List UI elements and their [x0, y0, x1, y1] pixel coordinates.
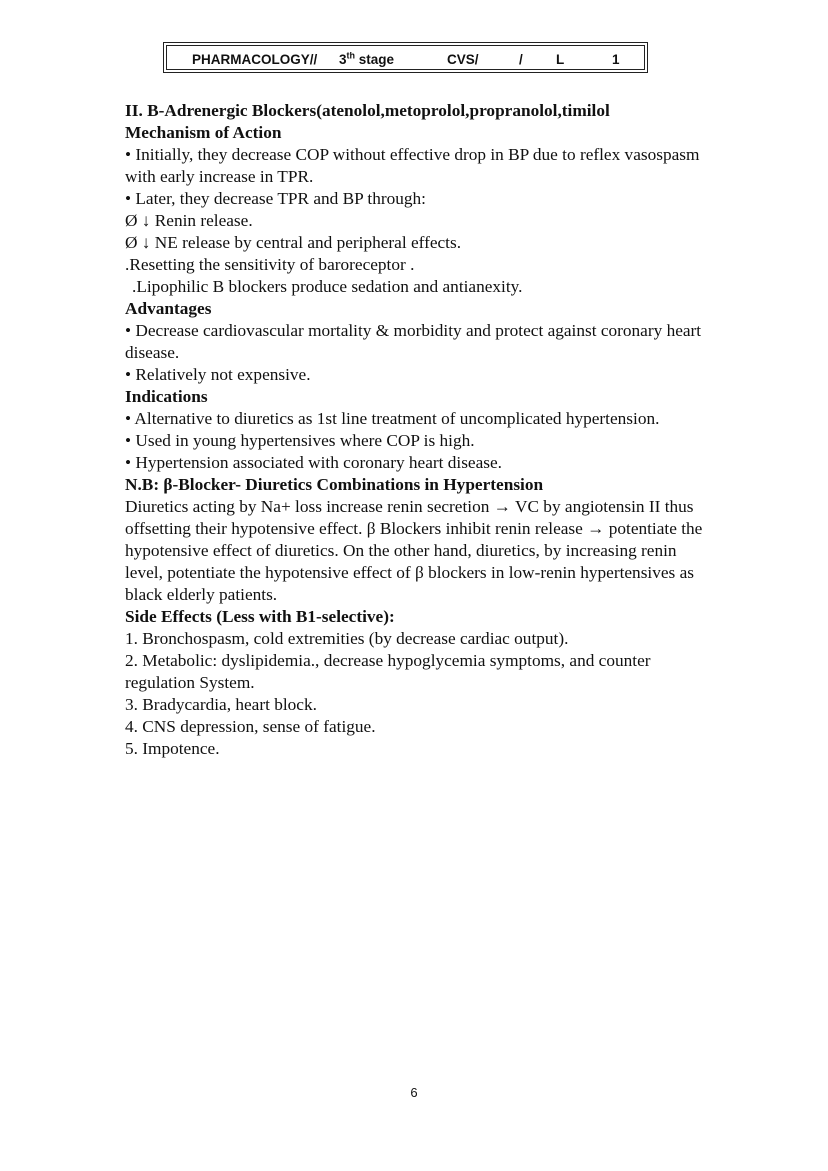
side-effects-item: 3. Bradycardia, heart block. — [125, 695, 317, 714]
document-body — [125, 100, 715, 760]
mechanism-item: .Lipophilic B blockers produce sedation and antianexity. — [132, 277, 523, 296]
header-cvs: CVS/ — [447, 52, 479, 67]
advantages-heading: Advantages — [125, 299, 212, 318]
header-stage-word: stage — [355, 52, 395, 67]
advantages-item: • Relatively not expensive. — [125, 365, 311, 384]
header-num: 1 — [612, 52, 620, 67]
header-slash: / — [519, 52, 523, 67]
nb-text: Diuretics acting by Na+ loss increase renin secretion → VC by angiotensin II thus offsetting their hypotensive effect. β Blockers inhibit renin release → potentiate the hypotensive effect of diuretics. On the other hand, diuretics, by increasing renin level, potentiate the hypotensive effect of β blockers in low-renin hypertensives as black elderly patients. — [125, 497, 703, 604]
indications-item: • Hypertension associated with coronary heart disease. — [125, 453, 502, 472]
side-effects-item: 2. Metabolic: dyslipidemia., decrease hypoglycemia symptoms, and counter regulation System. — [125, 651, 651, 692]
mechanism-item: .Resetting the sensitivity of baroreceptor . — [125, 255, 415, 274]
side-effects-heading: Side Effects (Less with B1-selective): — [125, 607, 395, 626]
header-inner — [166, 45, 645, 70]
mechanism-item: Ø ↓ Renin release. — [125, 211, 253, 230]
page-number: 6 — [410, 1085, 418, 1100]
header-box — [163, 42, 648, 73]
mechanism-item: • Initially, they decrease COP without effective drop in BP due to reflex vasospasm with early increase in TPR. — [125, 145, 700, 186]
section-title: II. B-Adrenergic Blockers(atenolol,metoprolol,propranolol,timilol — [125, 101, 610, 120]
side-effects-item: 1. Bronchospasm, cold extremities (by decrease cardiac output). — [125, 629, 569, 648]
indications-item: • Alternative to diuretics as 1st line treatment of uncomplicated hypertension. — [125, 409, 660, 428]
header-title: PHARMACOLOGY// — [192, 52, 318, 67]
mechanism-item: • Later, they decrease TPR and BP through: — [125, 189, 426, 208]
nb-heading: N.B: β-Blocker- Diuretics Combinations in Hypertension — [125, 475, 544, 494]
indications-item: • Used in young hypertensives where COP is high. — [125, 431, 475, 450]
side-effects-item: 4. CNS depression, sense of fatigue. — [125, 717, 376, 736]
mechanism-heading: Mechanism of Action — [125, 123, 282, 142]
side-effects-item: 5. Impotence. — [125, 739, 220, 758]
indications-heading: Indications — [125, 387, 208, 406]
header-stage-sup: th — [346, 50, 356, 61]
header-stage — [339, 52, 394, 67]
advantages-item: • Decrease cardiovascular mortality & morbidity and protect against coronary heart disease. — [125, 321, 702, 362]
header-l: L — [556, 52, 565, 67]
mechanism-item: Ø ↓ NE release by central and peripheral effects. — [125, 233, 462, 252]
header-stage-num: 3 — [339, 52, 347, 67]
